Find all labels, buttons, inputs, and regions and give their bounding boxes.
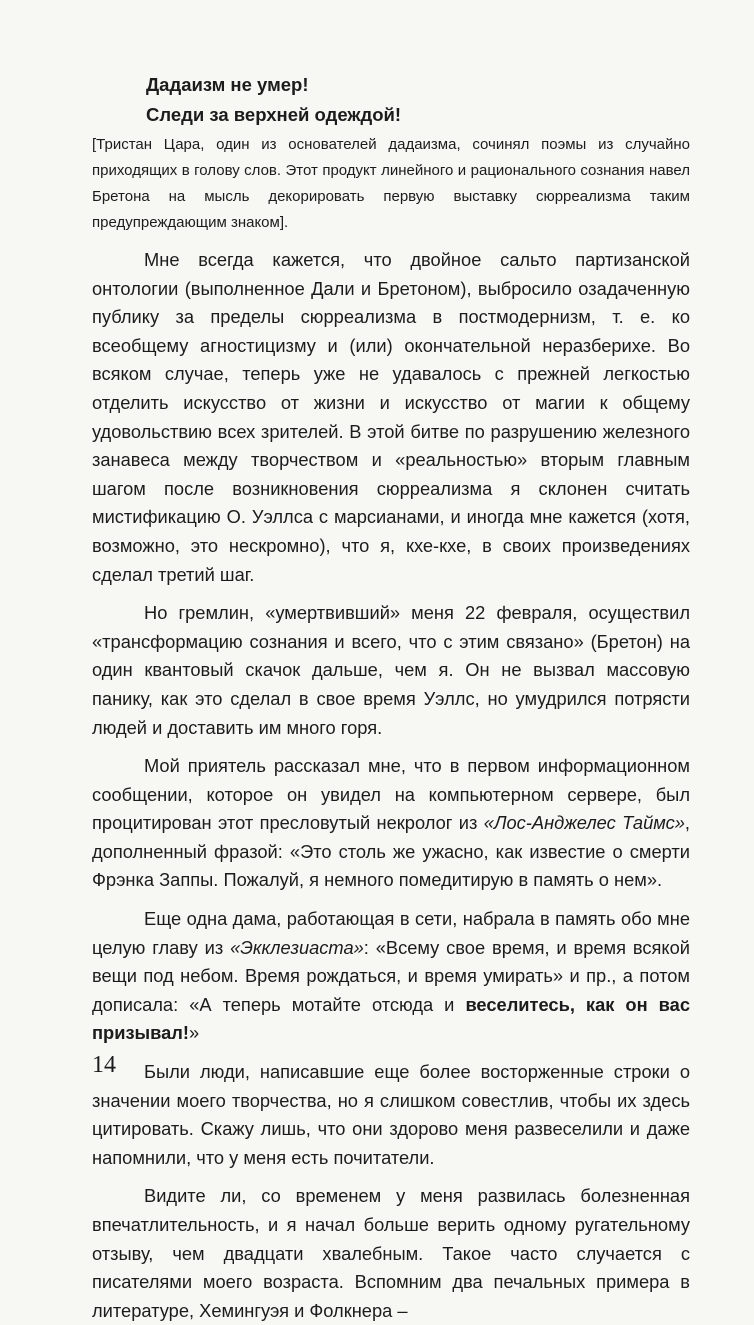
p4-text-middle: : «Всему свое время, и время всякой вещи под небом. Время рождаться, и время умирать» и пр., а потом дописала: «А теперь мотайте отсюда и [92, 936, 690, 1015]
p3-text-before: Мой приятель рассказал мне, что в первом информационном сообщении, которое он увидел на компьютерном сервере, был процитирован этот пресловутый некролог из [92, 755, 690, 834]
paragraph-5: Были люди, написавшие еще более восторженные строки о значении моего творчества, но я слишком совестлив, чтобы их здесь цитировать. Скажу лишь, что они здорово меня развеселили и даже напомнили, что у меня есть почитатели. [92, 1061, 690, 1168]
paragraph-4 [92, 905, 690, 1048]
paragraph-2: Но гремлин, «умертвивший» меня 22 февраля, осуществил «трансформацию сознания и всего, что с этим связано» (Бретон) на один квантовый скачок дальше, чем я. Он не вызвал массовую панику, как это сделал в свое время Уэллс, но умудрился потрясти людей и доставить им много горя. [92, 602, 690, 738]
heading-dadaism: Дадаизм не умер! [146, 74, 309, 95]
p3-newspaper-title: «Лос-Анджелес Таймс» [483, 812, 685, 834]
bracket-note: [Тристан Цара, один из основателей дадаизма, сочинял поэмы из случайно приходящих в голову слов. Этот продукт линейного и рационального сознания навел Бретона на мысль декорировать первую выставку сюрреализма таким предупреждающим знаком]. [92, 136, 690, 231]
p3-text-after: , дополненный фразой: «Это столь же ужасно, как известие о смерти Фрэнка Заппы. Пожалуй, я немного помедитирую в память о нем». [92, 812, 690, 891]
page-number: 14 [92, 1052, 116, 1078]
paragraph-3 [92, 752, 690, 895]
p4-text-before: Еще одна дама, работающая в сети, набрала в память обо мне целую главу из [92, 908, 690, 958]
paragraph-6: Видите ли, со временем у меня развилась болезненная впечатлительность, и я начал больше верить одному ругательному отзыву, чем двадцати хвалебным. Такое часто случается с писателями моего возраста. Вспомним два печальных примера в литературе, Хемингуэя и Фолкнера – [92, 1185, 690, 1321]
heading-clothing: Следи за верхней одеждой! [146, 104, 402, 125]
p4-text-after: » [189, 1022, 200, 1044]
p4-bold-phrase: веселитесь, как он вас призывал! [92, 993, 690, 1044]
text-block [92, 70, 690, 1325]
p4-book-title: «Экклезиаста» [230, 936, 364, 958]
paragraph-1: Мне всегда кажется, что двойное сальто партизанской онтологии (выполненное Дали и Бретоном), выбросило озадаченную публику за пределы сюрреализма в постмодернизм, т. е. ко всеобщему агностицизму и (или) окончательной неразберихе. Во всяком случае, теперь уже не удавалось с прежней легкостью отделить искусство от жизни и искусство от магии к общему удовольствию всех зрителей. В этой битве по разрушению железного занавеса между творчеством и «реальностью» вторым главным шагом после возникновения сюрреализма я склонен считать мистификацию О. Уэллса с марсианами, и иногда мне кажется (хотя, возможно, это нескромно), что я, кхе-кхе, в своих произведениях сделал третий шаг. [92, 249, 690, 585]
